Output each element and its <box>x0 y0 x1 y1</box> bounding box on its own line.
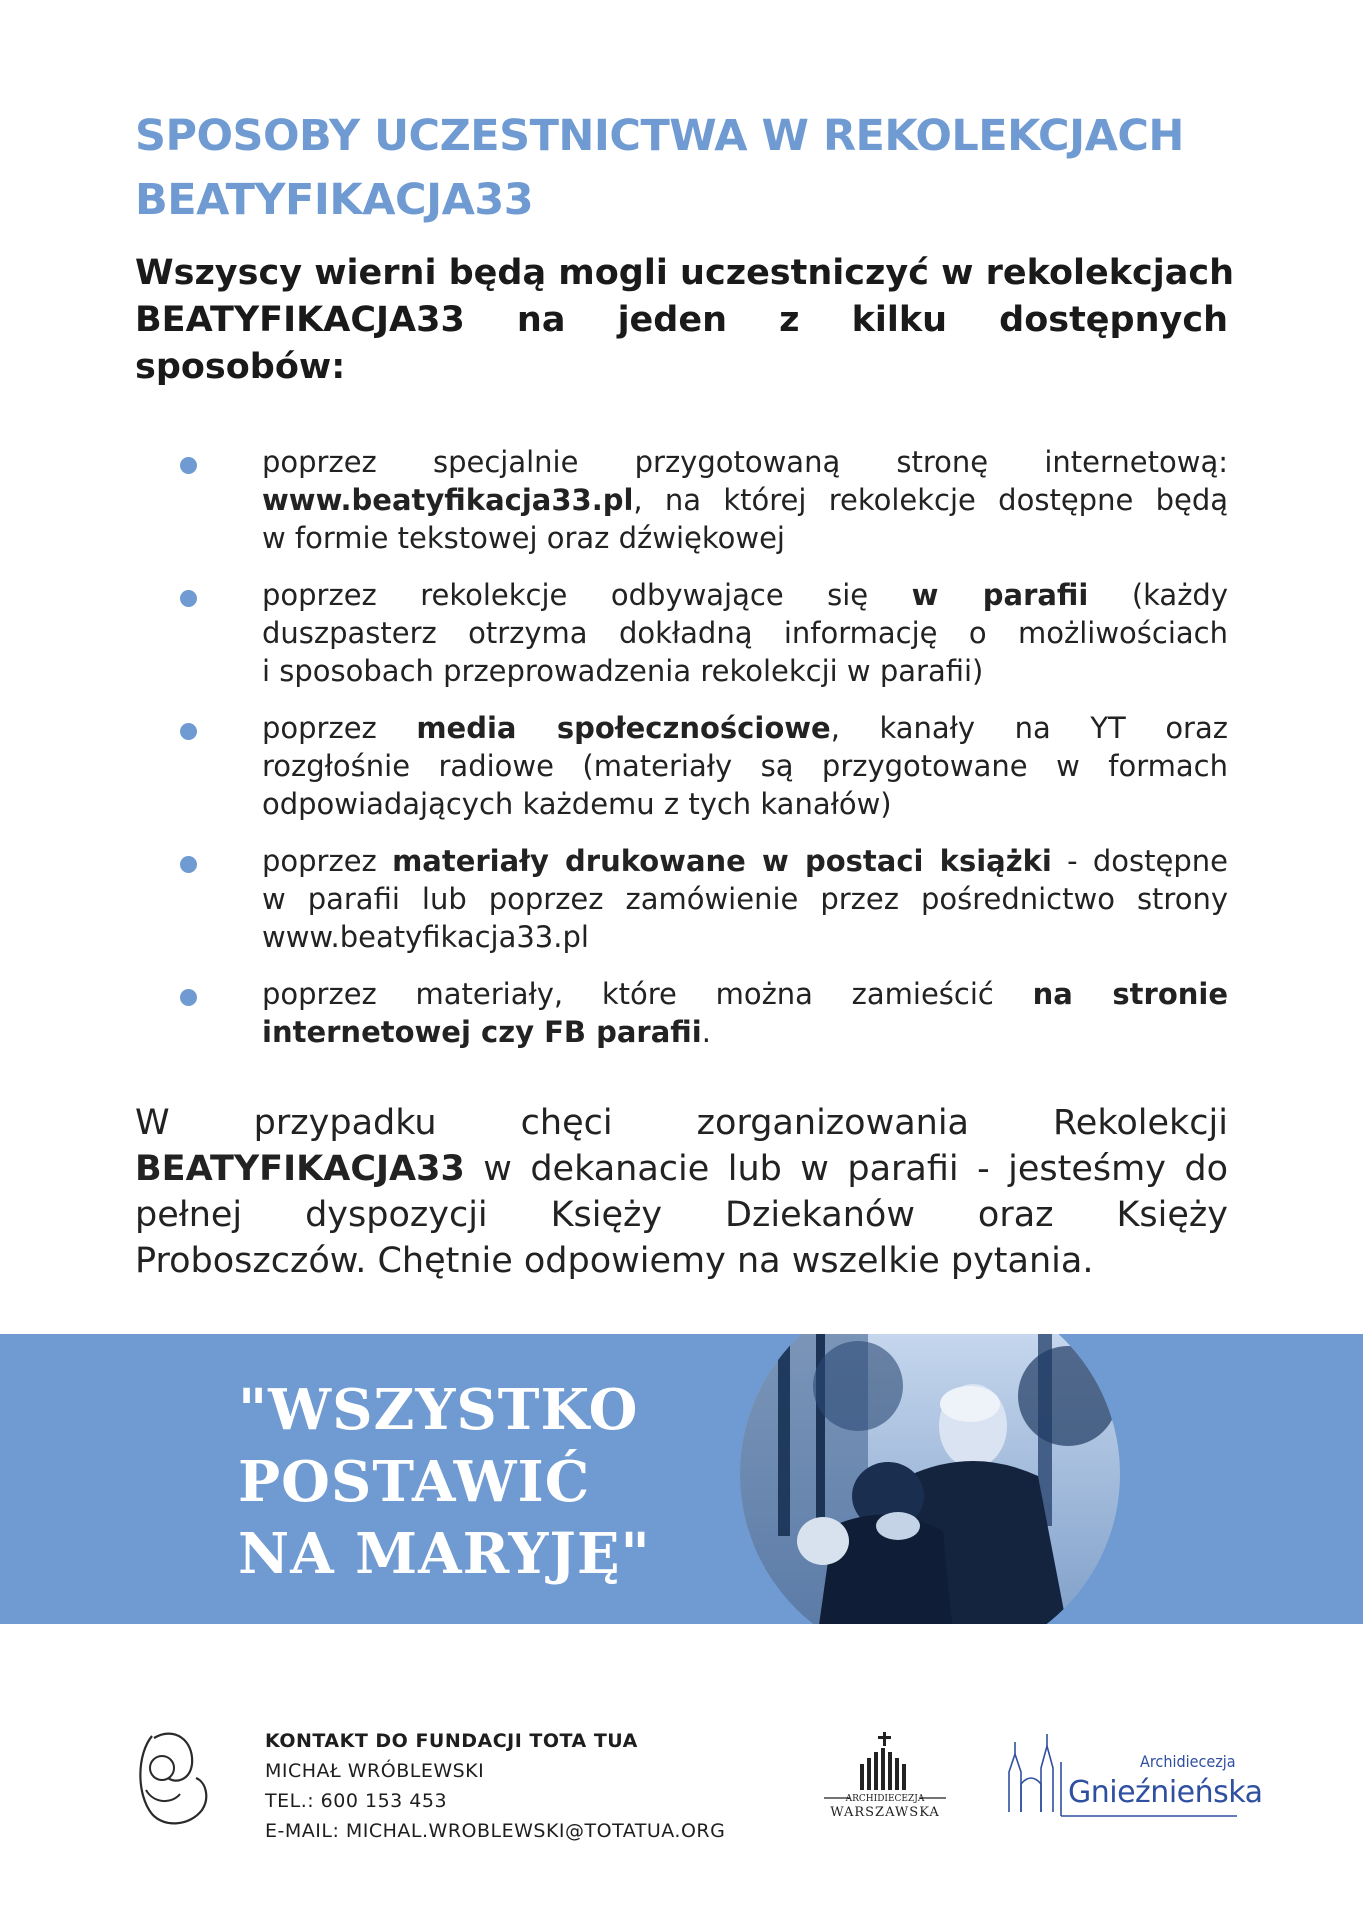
intro-paragraph <box>135 250 1235 391</box>
website-link-text: www.beatyfikacja33.pl <box>262 483 634 517</box>
intro-line-3: sposobów: <box>135 347 346 387</box>
warsaw-logo-line1: ARCHIDIECEZJA <box>845 1794 925 1804</box>
contact-name: MICHAŁ WRÓBLEWSKI <box>265 1760 485 1782</box>
page-title <box>135 104 1235 232</box>
website-text: www.beatyfikacja33.pl <box>262 920 589 954</box>
title-line-2: BEATYFIKACJA33 <box>135 175 534 225</box>
contact-phone: TEL.: 600 153 453 <box>265 1790 448 1812</box>
banner-quote: "WSZYSTKO POSTAWIĆ NA MARYJĘ" <box>238 1377 651 1587</box>
list-item: poprzez media społecznościowe, kanały na YT oraz rozgłośnie radiowe (materiały są przygotowane w formach odpowiadających każdemu z tych kanałów) <box>180 709 1228 823</box>
list-item: poprzez rekolekcje odbywające się w parafii (każdy duszpasterz otrzyma dokładną informację o możliwościach i sposobach przeprowadzenia rekolekcji w parafii) <box>180 576 1228 690</box>
contact-email: E-MAIL: MICHAL.WROBLEWSKI@TOTATUA.ORG <box>265 1820 726 1842</box>
list-item: poprzez specjalnie przygotowaną stronę internetową: www.beatyfikacja33.pl, na której rekolekcje dostępne będą w formie tekstowej oraz dźwiękowej <box>180 443 1228 557</box>
quote-banner <box>0 1334 1363 1624</box>
gniezno-logo-main: Gnieźnieńska <box>1068 1775 1263 1810</box>
tota-tua-logo <box>132 1724 210 1828</box>
gniezno-logo-sub: Archidiecezja <box>1140 1752 1236 1771</box>
list-item: poprzez materiały drukowane w postaci książki - dostępne w parafii lub poprzez zamówienie przez pośrednictwo strony www.beatyfikacja33.pl <box>180 842 1228 956</box>
list-item: poprzez materiały, które można zamieścić na stronie internetowej czy FB parafii. <box>180 975 1228 1051</box>
contact-heading: KONTAKT DO FUNDACJI TOTA TUA <box>265 1730 638 1752</box>
bullet-dot-icon <box>180 590 197 607</box>
participation-list <box>180 443 1228 1070</box>
archidiecezja-warszawska-logo <box>820 1728 950 1826</box>
bullet-dot-icon <box>180 457 197 474</box>
bullet-dot-icon <box>180 856 197 873</box>
closing-paragraph: W przypadku chęci zorganizowania Rekolekcji BEATYFIKACJA33 w dekanacie lub w parafii - jesteśmy do pełnej dyspozycji Księży Dziekanów oraz Księży Proboszczów. Chętnie odpowiemy na wszelkie pytania. <box>135 1103 1228 1281</box>
bullet-dot-icon <box>180 989 197 1006</box>
historic-photo <box>738 1334 1122 1624</box>
intro-line-1: Wszyscy wierni będą mogli uczestniczyć w rekolekcjach <box>135 253 1235 293</box>
contact-block <box>265 1726 825 1846</box>
title-line-1: SPOSOBY UCZESTNICTWA W REKOLEKCJACH <box>135 111 1184 161</box>
intro-line-2: BEATYFIKACJA33 na jeden z kilku dostępnych <box>135 300 1228 340</box>
warsaw-logo-line2: WARSZAWSKA <box>830 1805 940 1820</box>
bullet-dot-icon <box>180 723 197 740</box>
